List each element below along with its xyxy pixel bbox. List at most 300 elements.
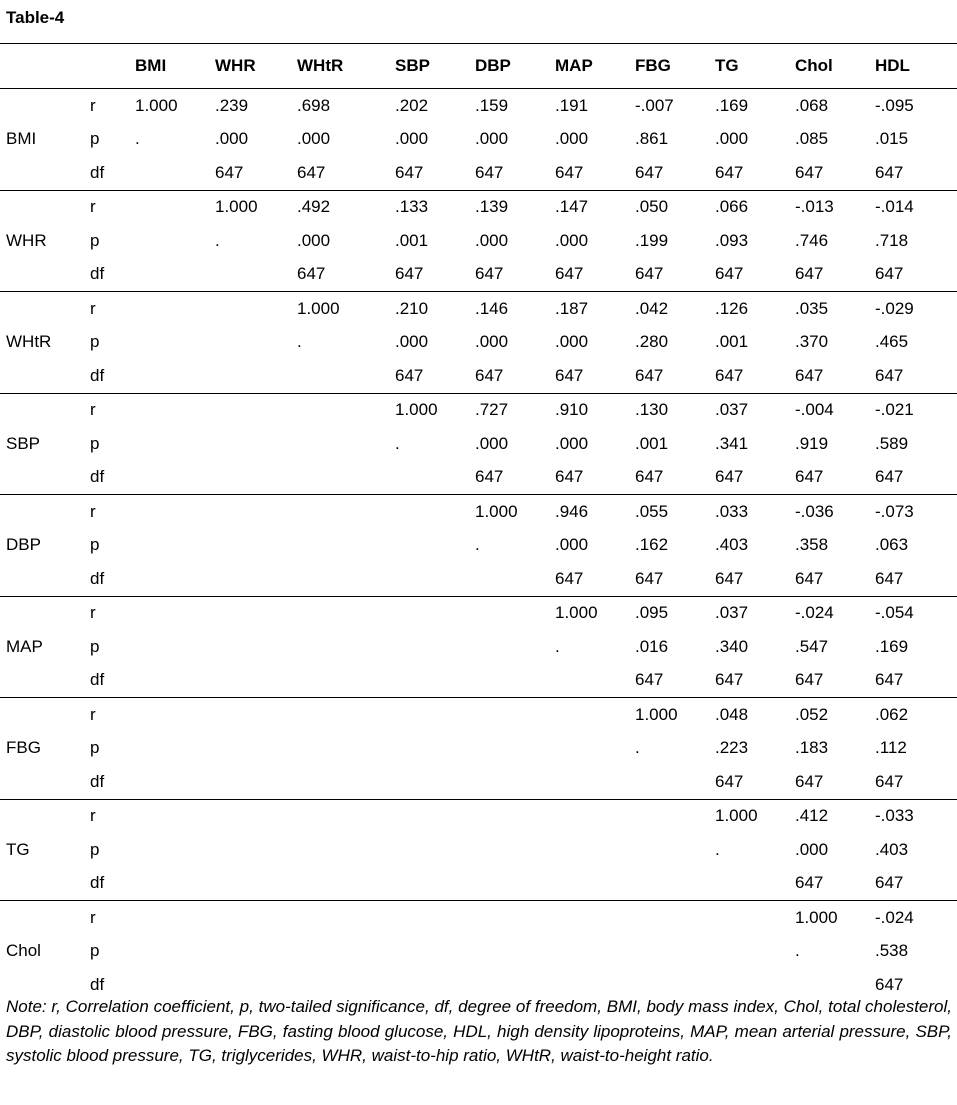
table-cell: . (555, 636, 560, 656)
table-cell: 647 (475, 359, 555, 393)
table-cell: .000 (795, 839, 829, 859)
table-cell (297, 529, 395, 563)
table-row (0, 664, 957, 698)
table-cell: 647 (795, 156, 875, 190)
table-cell (475, 901, 555, 935)
table-cell: .016 (635, 636, 669, 656)
table-cell: .403 (715, 535, 749, 555)
table-row (0, 123, 957, 157)
table-cell: 1.000 (795, 907, 838, 927)
stat-label: r (90, 907, 96, 927)
table-cell: .000 (715, 129, 749, 149)
table-cell: .146 (475, 298, 509, 318)
stat-label: df (90, 664, 135, 698)
table-cell: .239 (215, 95, 249, 115)
table-header (0, 44, 957, 89)
table-cell: -.014 (875, 197, 914, 217)
table-row (0, 224, 957, 258)
table-cell (135, 427, 215, 461)
table-row (0, 190, 957, 224)
table-cell: .037 (715, 400, 749, 420)
table-cell (395, 698, 475, 732)
table-cell: 647 (795, 562, 875, 596)
table-cell (395, 495, 475, 529)
table-cell: .063 (875, 535, 909, 555)
table-cell (215, 664, 297, 698)
table-cell: .169 (715, 95, 749, 115)
table-row (0, 596, 957, 630)
table-cell (215, 495, 297, 529)
table-cell: .000 (555, 433, 589, 453)
table-cell: .000 (555, 230, 589, 250)
row-variable-label: DBP (0, 495, 90, 597)
table-cell (475, 765, 555, 799)
table-cell (395, 765, 475, 799)
table-cell: -.021 (875, 400, 914, 420)
table-cell (555, 765, 635, 799)
table-cell: 647 (475, 461, 555, 495)
table-cell (635, 901, 715, 935)
table-cell: 647 (715, 461, 795, 495)
stat-label: r (90, 501, 96, 521)
table-cell (135, 326, 215, 360)
table-cell (395, 529, 475, 563)
table-cell (475, 596, 555, 630)
row-variable-label: SBP (0, 393, 90, 495)
row-variable-label: MAP (0, 596, 90, 698)
table-cell: .210 (395, 298, 429, 318)
column-header: HDL (875, 44, 957, 89)
table-cell (215, 935, 297, 969)
table-row (0, 630, 957, 664)
column-header: SBP (395, 44, 475, 89)
stat-label: p (90, 129, 100, 149)
stat-label: r (90, 704, 96, 724)
table-cell: . (215, 230, 220, 250)
table-cell (635, 867, 715, 901)
table-title: Table-4 (6, 8, 65, 27)
table-row (0, 765, 957, 799)
table-cell (135, 393, 215, 427)
table-cell (215, 258, 297, 292)
table-cell (395, 799, 475, 833)
table-cell: 647 (795, 765, 875, 799)
table-cell: -.029 (875, 298, 914, 318)
table-cell: -.007 (635, 95, 674, 115)
table-cell (215, 393, 297, 427)
table-cell: .147 (555, 197, 589, 217)
table-cell: 1.000 (715, 806, 758, 826)
stat-label: r (90, 806, 96, 826)
stat-label: df (90, 156, 135, 190)
table-row (0, 292, 957, 326)
table-cell: 1.000 (215, 197, 258, 217)
table-cell: .746 (795, 230, 829, 250)
column-header: WHR (215, 44, 297, 89)
table-cell (135, 461, 215, 495)
table-cell: .037 (715, 603, 749, 623)
table-cell: 647 (715, 664, 795, 698)
table-cell (297, 833, 395, 867)
table-cell (297, 935, 395, 969)
table-cell: -.036 (795, 501, 834, 521)
table-cell (135, 901, 215, 935)
table-cell: -.033 (875, 806, 914, 826)
table-cell: .718 (875, 230, 909, 250)
table-cell: 647 (875, 258, 957, 292)
table-cell: .199 (635, 230, 669, 250)
table-cell (135, 562, 215, 596)
table-cell: .052 (795, 704, 829, 724)
table-cell: .000 (297, 230, 331, 250)
table-cell: 647 (297, 258, 395, 292)
table-cell: .919 (795, 433, 829, 453)
table-cell (215, 596, 297, 630)
stat-label: df (90, 867, 135, 901)
table-cell: 647 (875, 562, 957, 596)
table-cell: .000 (395, 332, 429, 352)
table-cell (475, 867, 555, 901)
stat-label: df (90, 974, 105, 994)
table-cell (635, 833, 715, 867)
table-cell (215, 799, 297, 833)
table-row (0, 901, 957, 935)
table-cell: 647 (875, 974, 904, 994)
table-cell: 647 (635, 562, 715, 596)
table-cell: .033 (715, 501, 749, 521)
table-cell (297, 562, 395, 596)
table-cell (395, 664, 475, 698)
stat-label: df (90, 461, 135, 495)
table-cell: .062 (875, 704, 909, 724)
column-header: TG (715, 44, 795, 89)
table-cell: .139 (475, 197, 509, 217)
table-cell: 647 (875, 765, 957, 799)
table-cell: 647 (555, 156, 635, 190)
table-cell: 1.000 (555, 603, 598, 623)
table-row (0, 359, 957, 393)
column-header: FBG (635, 44, 715, 89)
table-body (0, 89, 957, 1002)
table-cell: 647 (795, 867, 875, 901)
stat-label: p (90, 433, 100, 453)
table-cell (215, 326, 297, 360)
table-cell: 647 (635, 664, 715, 698)
table-cell: 1.000 (297, 298, 340, 318)
table-cell (135, 596, 215, 630)
table-cell: 1.000 (475, 501, 518, 521)
table-cell: 647 (795, 258, 875, 292)
table-cell: . (395, 433, 400, 453)
table-cell (135, 495, 215, 529)
table-cell: -.024 (875, 907, 914, 927)
table-cell (215, 833, 297, 867)
table-cell (635, 935, 715, 969)
table-cell: .000 (475, 129, 509, 149)
table-cell (715, 901, 795, 935)
table-cell: .340 (715, 636, 749, 656)
table-cell (135, 833, 215, 867)
table-cell (135, 698, 215, 732)
table-cell: .015 (875, 129, 909, 149)
table-cell (475, 732, 555, 766)
table-cell (555, 867, 635, 901)
table-cell (215, 427, 297, 461)
table-cell (297, 393, 395, 427)
table-cell: .492 (297, 197, 331, 217)
column-header: WHtR (297, 44, 395, 89)
table-cell (395, 867, 475, 901)
table-row (0, 156, 957, 190)
table-cell (395, 630, 475, 664)
table-cell: 647 (395, 359, 475, 393)
table-cell (475, 630, 555, 664)
table-cell: .000 (475, 332, 509, 352)
table-cell: .000 (395, 129, 429, 149)
table-cell (555, 799, 635, 833)
table-cell: -.013 (795, 197, 834, 217)
table-cell: .000 (215, 129, 249, 149)
table-cell: 647 (715, 156, 795, 190)
table-cell: 647 (635, 461, 715, 495)
table-cell: -.095 (875, 95, 914, 115)
table-cell: .187 (555, 298, 589, 318)
table-cell (555, 732, 635, 766)
table-cell: 647 (795, 461, 875, 495)
table-cell: .001 (395, 230, 429, 250)
table-cell (215, 901, 297, 935)
table-cell: 647 (875, 664, 957, 698)
table-cell: .085 (795, 129, 829, 149)
table-cell (135, 529, 215, 563)
table-cell: 647 (475, 258, 555, 292)
table-cell (395, 596, 475, 630)
table-cell: 647 (395, 156, 475, 190)
table-cell: 1.000 (395, 400, 438, 420)
table-cell: 647 (795, 664, 875, 698)
table-cell: .050 (635, 197, 669, 217)
table-cell (635, 799, 715, 833)
stat-label: p (90, 636, 100, 656)
table-cell (297, 359, 395, 393)
table-cell: 647 (635, 359, 715, 393)
header-spacer (0, 44, 90, 89)
table-cell: 647 (715, 562, 795, 596)
table-cell (297, 495, 395, 529)
table-cell: .055 (635, 501, 669, 521)
table-cell: .280 (635, 332, 669, 352)
table-cell: .066 (715, 197, 749, 217)
row-variable-label: WHR (0, 190, 90, 292)
table-cell: .000 (475, 433, 509, 453)
table-cell (475, 698, 555, 732)
table-cell: .370 (795, 332, 829, 352)
table-row (0, 89, 957, 123)
table-cell (395, 461, 475, 495)
table-cell: 1.000 (635, 704, 678, 724)
table-cell (715, 935, 795, 969)
table-row (0, 935, 957, 969)
table-cell: -.054 (875, 603, 914, 623)
table-cell (555, 901, 635, 935)
table-row (0, 393, 957, 427)
table-cell: -.073 (875, 501, 914, 521)
table-cell (475, 799, 555, 833)
table-cell: 647 (635, 258, 715, 292)
table-cell: 647 (715, 765, 795, 799)
table-row (0, 833, 957, 867)
table-cell: .358 (795, 535, 829, 555)
table-row (0, 427, 957, 461)
table-cell (395, 732, 475, 766)
stat-label: r (90, 95, 96, 115)
table-cell: .068 (795, 95, 829, 115)
table-cell: .000 (297, 129, 331, 149)
table-cell (135, 258, 215, 292)
table-cell: .727 (475, 400, 509, 420)
table-row (0, 258, 957, 292)
stat-label: r (90, 197, 96, 217)
table-cell (555, 935, 635, 969)
column-header: BMI (135, 44, 215, 89)
table-cell (215, 867, 297, 901)
table-cell: .861 (635, 129, 669, 149)
table-cell (135, 867, 215, 901)
table-cell (297, 427, 395, 461)
table-cell (297, 765, 395, 799)
stat-label: p (90, 332, 100, 352)
table-cell (135, 359, 215, 393)
table-cell: 647 (475, 156, 555, 190)
stat-label: r (90, 603, 96, 623)
table-cell: .048 (715, 704, 749, 724)
table-cell: 647 (555, 258, 635, 292)
row-variable-label: Chol (6, 941, 41, 961)
table-cell: 647 (555, 461, 635, 495)
row-variable-label: BMI (0, 89, 90, 191)
table-cell (297, 901, 395, 935)
table-cell: .465 (875, 332, 909, 352)
table-cell: 647 (555, 359, 635, 393)
table-cell (215, 461, 297, 495)
table-cell: .000 (555, 332, 589, 352)
table-cell: .191 (555, 95, 589, 115)
table-cell (395, 935, 475, 969)
table-cell: .538 (875, 941, 909, 961)
table-cell (635, 765, 715, 799)
table-cell: 647 (875, 156, 957, 190)
table-cell: .035 (795, 298, 829, 318)
table-cell (215, 562, 297, 596)
table-cell: .589 (875, 433, 909, 453)
row-variable-label: WHtR (0, 292, 90, 394)
table-cell (395, 562, 475, 596)
table-cell: . (297, 332, 302, 352)
table-cell: .223 (715, 738, 749, 758)
table-cell (395, 833, 475, 867)
table-cell: .698 (297, 95, 331, 115)
table-cell: .946 (555, 501, 589, 521)
stat-label: df (90, 258, 135, 292)
table-cell: .183 (795, 738, 829, 758)
table-cell (215, 732, 297, 766)
table-cell (215, 359, 297, 393)
table-cell (135, 799, 215, 833)
table-cell: 647 (715, 359, 795, 393)
table-cell: .159 (475, 95, 509, 115)
table-cell (135, 732, 215, 766)
table-cell (135, 935, 215, 969)
table-cell: . (475, 535, 480, 555)
table-cell: 647 (395, 258, 475, 292)
table-cell (297, 799, 395, 833)
table-cell (475, 833, 555, 867)
table-cell: -.004 (795, 400, 834, 420)
table-cell (297, 867, 395, 901)
table-note: Note: r, Correlation coefficient, p, two-tailed significance, df, degree of freedom, BMI, body mass index, Chol, total cholesterol, DBP, diastolic blood pressure, FBG, fasting blood glucose, HDL, high density lipoproteins, MAP, mean arterial pressure, SBP, systolic blood pressure, TG, triglycerides, WHR, waist-to-hip ratio, WHtR, waist-to-height ratio. (6, 997, 952, 1065)
table-cell (135, 630, 215, 664)
table-cell (555, 833, 635, 867)
stat-label: df (90, 359, 135, 393)
table-cell: 647 (795, 359, 875, 393)
table-row (0, 495, 957, 529)
table-cell (475, 935, 555, 969)
table-cell: -.024 (795, 603, 834, 623)
table-cell (297, 630, 395, 664)
table-cell (215, 630, 297, 664)
table-cell (395, 901, 475, 935)
table-cell: .547 (795, 636, 829, 656)
stat-label: df (90, 562, 135, 596)
table-cell (475, 664, 555, 698)
table-cell: .093 (715, 230, 749, 250)
table-cell: 647 (715, 258, 795, 292)
column-header: DBP (475, 44, 555, 89)
stat-label: p (90, 535, 100, 555)
table-cell: 647 (215, 156, 297, 190)
table-row (0, 562, 957, 596)
table-cell: .000 (555, 535, 589, 555)
table-cell (297, 664, 395, 698)
stat-label: p (90, 230, 100, 250)
table-cell: 647 (297, 156, 395, 190)
column-header: Chol (795, 44, 875, 89)
stat-label: r (90, 400, 96, 420)
table-cell: . (795, 941, 800, 961)
table-cell (297, 732, 395, 766)
table-row (0, 461, 957, 495)
table-row (0, 698, 957, 732)
table-cell (215, 292, 297, 326)
table-cell (297, 698, 395, 732)
table-cell: .000 (475, 230, 509, 250)
table-cell (135, 765, 215, 799)
table-cell: . (635, 738, 640, 758)
table-cell: .169 (875, 636, 909, 656)
table-cell: 647 (875, 461, 957, 495)
table-cell: . (715, 839, 720, 859)
table-row (0, 867, 957, 901)
table-cell (135, 292, 215, 326)
table-cell: 647 (875, 359, 957, 393)
table-cell: .341 (715, 433, 749, 453)
stat-label: p (90, 941, 100, 961)
table-cell (215, 698, 297, 732)
table-cell (215, 529, 297, 563)
table-cell (135, 664, 215, 698)
table-cell: . (135, 129, 140, 149)
header-spacer (90, 44, 135, 89)
